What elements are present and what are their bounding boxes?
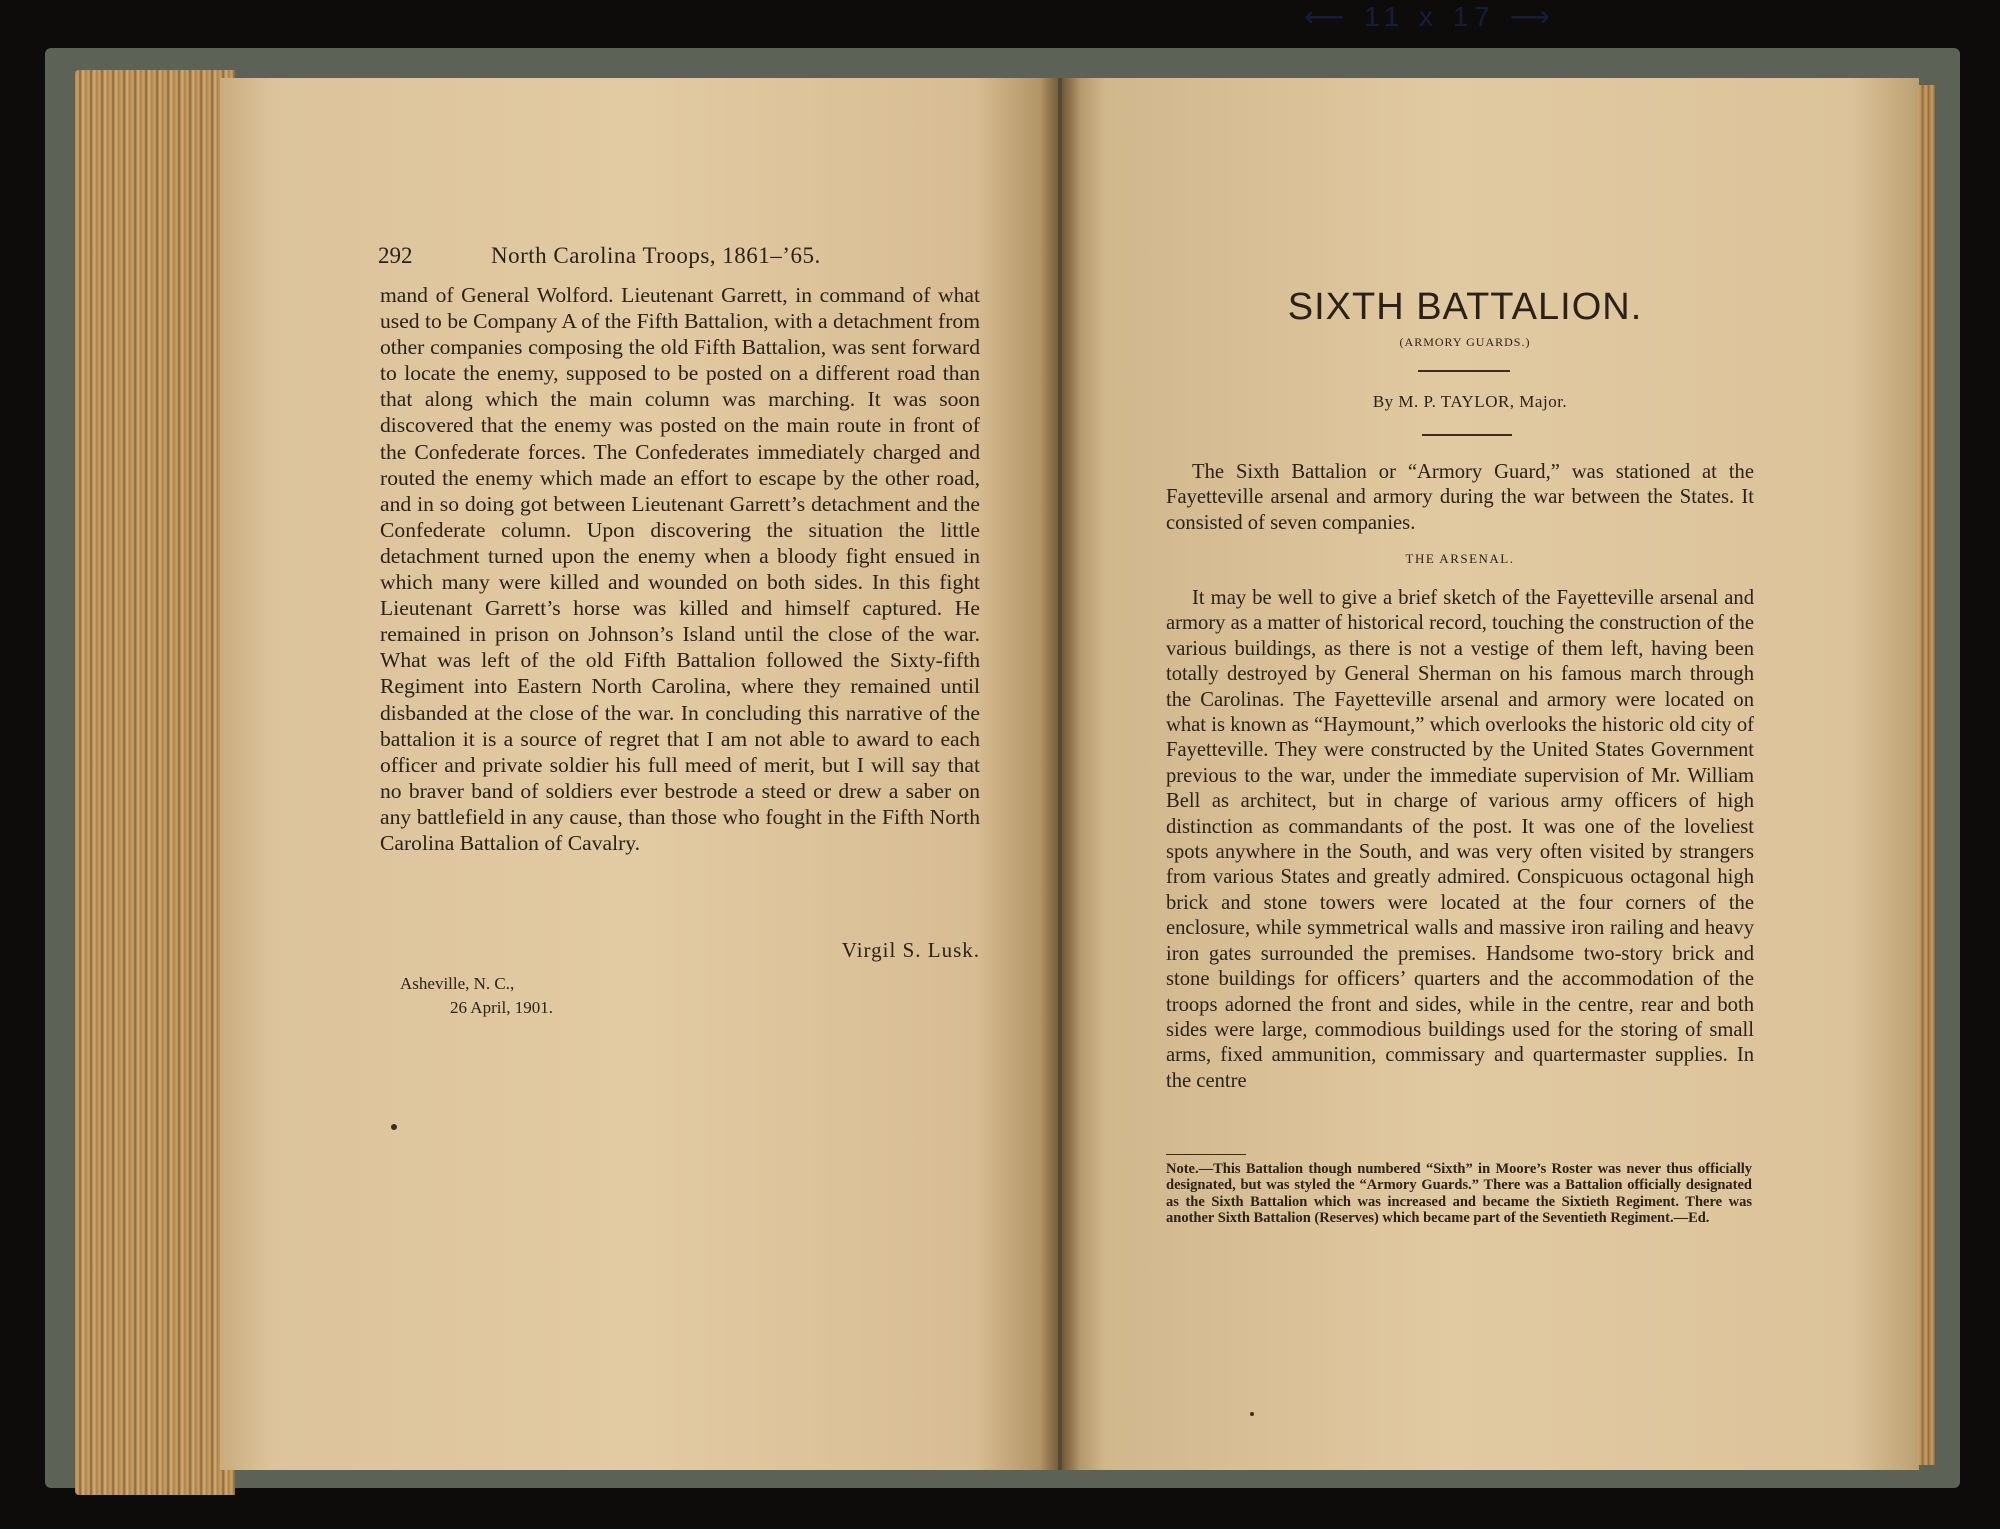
running-head <box>378 240 988 272</box>
intro-text: The Sixth Battalion or “Armory Guard,” was stationed at the Fayetteville arsenal and armory during the war between the States. It consisted of seven companies. <box>1166 461 1754 534</box>
left-page-body: mand of General Wolford. Lieutenant Garrett, in command of what used to be Company A of the Fifth Battalion, with a detachment from other companies composing the old Fifth Battalion, was sent forward to locate the enemy, supposed to be posted on a different road than that along which the main column was marching. It was soon discovered that the enemy was posted on the main route in front of the Confederate forces. The Confederates immediately charged and routed the enemy which made an effort to escape by the other road, and in so doing got between Lieutenant Garrett’s detachment and the Confederate column. Upon discovering the situation the little detachment turned upon the enemy when a bloody fight ensued in which many were killed and wounded on both sides. In this fight Lieutenant Garrett’s horse was killed and himself captured. He remained in prison on Johnson’s Island until the close of the war. What was left of the old Fifth Battalion followed the Sixty-fifth Regiment into Eastern North Carolina, where they remained until disbanded at the close of the war. In concluding this narrative of the battalion it is a source of regret that I am not able to award to each officer and private soldier his full meed of merit, but I will say that no braver band of soldiers ever bestrode a steed or drew a saber on any battlefield in any cause, than those who fought in the Fifth North Carolina Battalion of Cavalry. <box>380 283 980 855</box>
footnote: Note.—This Battalion though numbered “Sixth” in Moore’s Roster was never thus officially designated, but was styled the “Armory Guards.” There was a Battalion officially designated as the Sixth Battalion which was increased and became the Sixtieth Regiment. There was another Sixth Battalion (Reserves) which became part of the Seventieth Regiment.—Ed. <box>1166 1161 1752 1226</box>
dateline-place: Asheville, N. C., <box>400 974 515 993</box>
section-paragraph <box>1166 586 1754 1094</box>
chapter-heading: SIXTH BATTALION. <box>1287 286 1643 328</box>
divider-rule <box>1422 434 1512 436</box>
section-text: It may be well to give a brief sketch of the Fayetteville arsenal and armory as a matter of historical record, touching the construction of the various buildings, as there is not a vestige of them left, having been totally destroyed by General Sherman on his famous march through the Carolinas. The Fayetteville arsenal and armory were located on what is known as “Haymount,” which overlooks the historic old city of Fayetteville. They were constructed by the United States Government previous to the war, under the immediate supervision of Mr. William Bell as architect, but in charge of various army officers of high distinction as commandants of the post. It was one of the loveliest spots anywhere in the South, and was very often visited by strangers from various States and greatly admired. Conspicuous octagonal high brick and stone towers were located at the four corners of the enclosure, while symmetrical walls and massive iron railing and heavy iron gates surrounded the premises. Handsome two-story brick and stone buildings for officers’ quarters and the accommodation of the troops adorned the front and sides, while in the centre, rear and both sides were large, commodious buildings used for the storing of small arms, fixed ammunition, commissary and quartermaster supplies. In the centre <box>1166 587 1754 1092</box>
book-gutter <box>1040 78 1080 1470</box>
section-heading: THE ARSENAL. <box>1405 551 1515 566</box>
intro-paragraph <box>1166 460 1754 536</box>
running-head-title: North Carolina Troops, 1861–’65. <box>491 243 821 268</box>
page-edges <box>75 70 235 1495</box>
dateline-date: 26 April, 1901. <box>450 998 553 1017</box>
page-number: 292 <box>378 243 413 268</box>
author-signature: Virgil S. Lusk. <box>841 938 980 962</box>
byline: By M. P. TAYLOR, Major. <box>1372 392 1568 411</box>
dateline <box>400 972 700 1020</box>
ink-speck <box>391 1124 397 1130</box>
ink-speck <box>1250 1412 1254 1416</box>
chapter-subheading: (ARMORY GUARDS.) <box>1399 335 1531 349</box>
footnote-rule <box>1166 1154 1246 1155</box>
divider-rule <box>1418 370 1510 372</box>
ruler-watermark: ⟵ 11 x 17 ⟶ <box>1304 1 1556 32</box>
